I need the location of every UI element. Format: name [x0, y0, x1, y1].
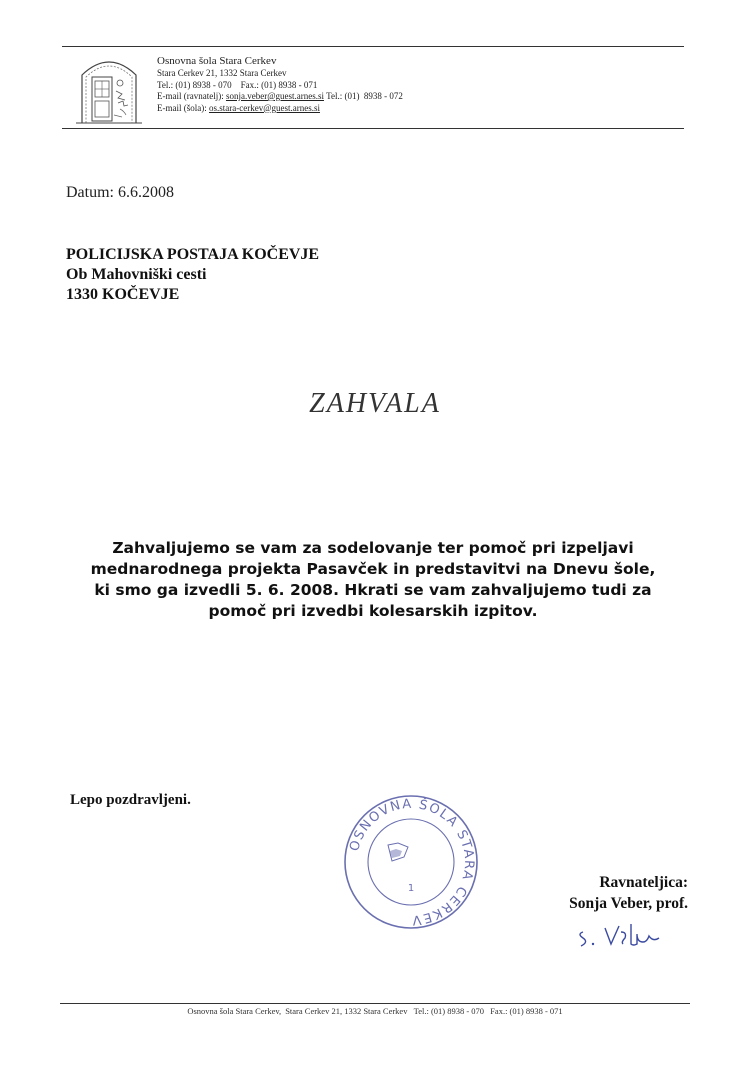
school-email-row: [157, 103, 403, 115]
principal-phone: Tel.: (01) 8938 - 072: [326, 91, 403, 101]
recipient-city: 1330 KOČEVJE: [66, 286, 180, 303]
recipient-address: [66, 245, 319, 305]
school-email-link[interactable]: os.stara-cerkev@guest.arnes.si: [208, 102, 320, 113]
school-name: Osnovna šola Stara Cerkev: [157, 55, 277, 67]
school-phone-fax: Tel.: (01) 8938 - 070 Fax.: (01) 8938 - 071: [157, 79, 318, 90]
date-value: 6.6.2008: [118, 184, 174, 201]
stamp-text: OSNOVNA ŠOLA STARA CERKEV: [347, 796, 477, 928]
body-line: pomoč pri izvedbi kolesarskih izpitov.: [208, 602, 538, 620]
school-letterhead: [157, 54, 403, 114]
principal-email-label: E-mail (ravnatelj):: [157, 91, 224, 101]
footer-address: [0, 1006, 750, 1016]
footer-street: Stara Cerkev 21, 1332 Stara Cerkev: [285, 1006, 408, 1016]
date-label: Datum:: [66, 184, 114, 201]
school-door-logo-icon: [74, 51, 144, 125]
letter-title: ZAHVALA: [309, 388, 441, 419]
signer-name: Sonja Veber, prof.: [569, 895, 688, 912]
body-line: mednarodnega projekta Pasavček in predstavitvi na Dnevu šole,: [90, 560, 656, 578]
footer-rule: [60, 1003, 690, 1004]
header-top-rule: [62, 46, 684, 47]
footer-school-name: Osnovna šola Stara Cerkev,: [187, 1006, 282, 1016]
school-stamp-icon: [340, 793, 482, 931]
svg-text:OSNOVNA ŠOLA STARA CERKEV: [347, 797, 476, 928]
closing-greeting: Lepo pozdravljeni.: [70, 792, 191, 808]
principal-email-link[interactable]: sonja.veber@guest.arnes.si: [225, 91, 324, 101]
letter-body: [80, 538, 666, 622]
stamp-number: 1: [407, 883, 415, 894]
signer-role: Ravnateljica:: [599, 874, 688, 891]
letter-date: [66, 184, 178, 202]
header-bottom-rule: [62, 128, 684, 129]
footer-phone: Tel.: (01) 8938 - 070: [413, 1006, 485, 1016]
handwritten-signature-icon: [575, 918, 675, 958]
school-email-label: E-mail (šola):: [157, 102, 207, 113]
recipient-street: Ob Mahovniški cesti: [66, 266, 207, 283]
signature-block: [569, 872, 688, 914]
body-line: Zahvaljujemo se vam za sodelovanje ter pomoč pri izpeljavi: [112, 539, 634, 557]
footer-fax: Fax.: (01) 8938 - 071: [490, 1006, 563, 1016]
recipient-name: POLICIJSKA POSTAJA KOČEVJE: [66, 246, 320, 263]
body-line: ki smo ga izvedli 5. 6. 2008. Hkrati se vam zahvaljujemo tudi za: [94, 581, 652, 599]
principal-email-row: [157, 91, 403, 103]
school-address: Stara Cerkev 21, 1332 Stara Cerkev: [157, 68, 287, 78]
